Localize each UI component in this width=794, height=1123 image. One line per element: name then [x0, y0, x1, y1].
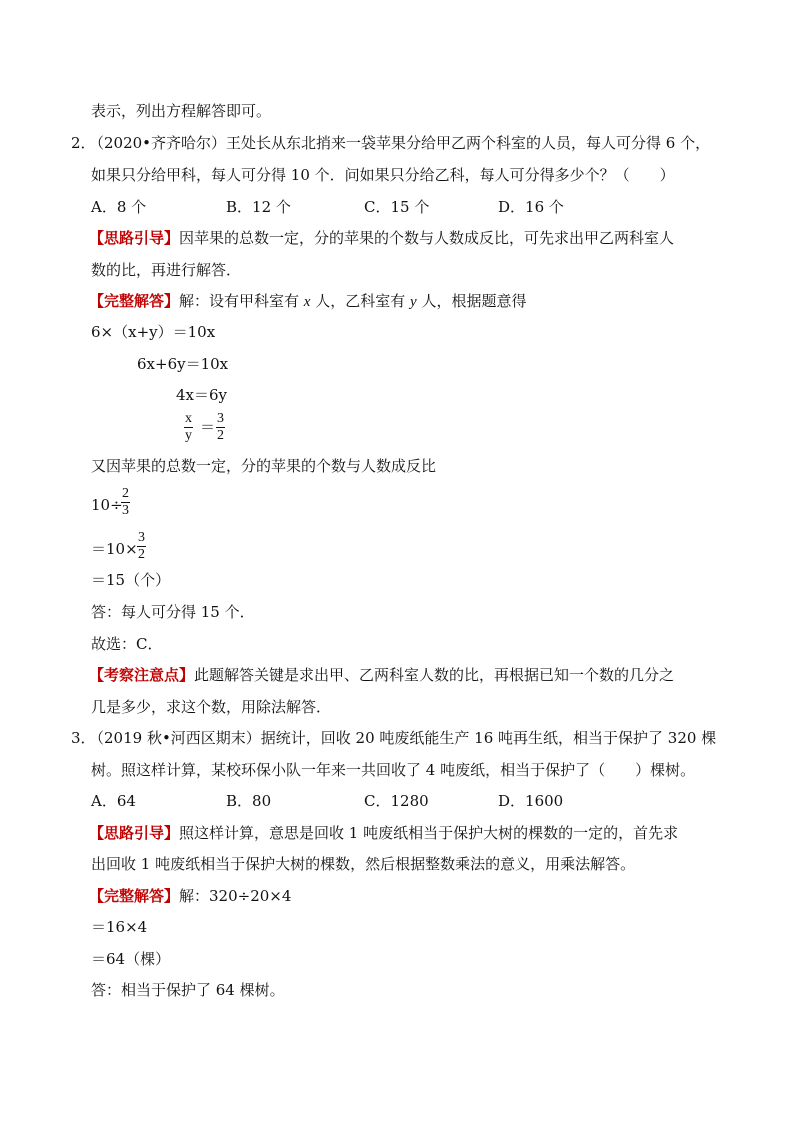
- solution-tag: 【完整解答】: [89, 292, 180, 310]
- fraction-x-over-y: [184, 411, 193, 444]
- option-b: B．12 个: [226, 198, 291, 216]
- fraction-3-over-2: [216, 411, 225, 444]
- text-line: 表示，列出方程解答即可。: [91, 102, 272, 120]
- calc-line: ＝64（棵）: [91, 950, 171, 968]
- equation-1: 6×（x+y）＝10x: [91, 323, 216, 341]
- note-line: [89, 666, 674, 684]
- numerator: 3: [138, 530, 145, 545]
- hint-line: [89, 824, 678, 842]
- denominator: 3: [122, 503, 129, 518]
- calc-line: ＝16×4: [91, 918, 148, 936]
- calc-line-3: ＝15（个）: [91, 571, 171, 589]
- solution-text: 解：设有甲科室有: [179, 292, 304, 310]
- hint-text: 因苹果的总数一定，分的苹果的个数与人数成反比，可先求出甲乙两科室人: [179, 229, 675, 247]
- hint-text: 照这样计算，意思是回收 1 吨废纸相当于保护大树的棵数的一定的，首先求: [179, 824, 679, 842]
- option-d: D．16 个: [498, 198, 564, 216]
- choice-line: 故选：C．: [91, 635, 163, 653]
- question-text: 树。照这样计算，某校环保小队一年来一共回收了 4 吨废纸，相当于保护了（ ）棵树。: [91, 761, 696, 779]
- option-a: A．8 个: [91, 198, 147, 216]
- equation-2: 6x+6y＝10x: [137, 355, 229, 373]
- note-text: 此题解答关键是求出甲、乙两科室人数的比，再根据已知一个数的几分之: [194, 666, 675, 684]
- question-number: 2．: [71, 134, 96, 152]
- denominator: 2: [138, 547, 145, 562]
- var-y: y: [410, 294, 417, 310]
- solution-text: 人，乙科室有: [310, 292, 411, 310]
- note-tag: 【考察注意点】: [89, 666, 195, 684]
- solution-line: [89, 292, 526, 311]
- fraction-3-over-2: [137, 530, 146, 563]
- option-c: C．15 个: [364, 198, 430, 216]
- equation-3: 4x＝6y: [176, 386, 228, 404]
- numerator: 3: [217, 411, 224, 426]
- option-d: D．1600: [498, 792, 564, 810]
- numerator: x: [185, 411, 192, 426]
- equals-sign: ＝: [200, 418, 216, 436]
- hint-text: 出回收 1 吨废纸相当于保护大树的棵数，然后根据整数乘法的意义，用乘法解答。: [91, 855, 636, 873]
- question-text: 如果只分给甲科，每人可分得 10 个．问如果只分给乙科，每人可分得多少个？（ ）: [91, 166, 675, 184]
- answer-line: 答：每人可分得 15 个．: [91, 603, 255, 621]
- question-text: （2020•齐齐哈尔）王处长从东北捎来一袋苹果分给甲乙两个科室的人员，每人可分得 6 个，: [89, 134, 711, 152]
- denominator: 2: [217, 428, 224, 443]
- question-text: （2019 秋•河西区期末）据统计，回收 20 吨废纸能生产 16 吨再生纸，相当于保护了 320 棵: [89, 729, 717, 747]
- denominator: y: [185, 428, 192, 443]
- hint-tag: 【思路引导】: [89, 229, 180, 247]
- calc-line-2: ＝10×: [91, 540, 138, 558]
- question-number: 3．: [71, 729, 96, 747]
- hint-line: [89, 229, 674, 247]
- solution-text: 人，根据题意得: [416, 292, 527, 310]
- solution-line: [89, 887, 291, 905]
- note-text: 几是多少，求这个数，用除法解答．: [91, 698, 332, 716]
- hint-tag: 【思路引导】: [89, 824, 180, 842]
- solution-text: 解：320÷20×4: [179, 887, 292, 905]
- hint-text: 数的比，再进行解答．: [91, 261, 242, 279]
- fraction-2-over-3: [121, 486, 130, 519]
- text-line: 又因苹果的总数一定，分的苹果的个数与人数成反比: [91, 457, 437, 475]
- option-c: C．1280: [364, 792, 429, 810]
- option-b: B．80: [226, 792, 272, 810]
- var-x: x: [303, 294, 311, 310]
- numerator: 2: [122, 486, 129, 501]
- option-a: A．64: [91, 792, 136, 810]
- answer-line: 答：相当于保护了 64 棵树。: [91, 981, 285, 999]
- solution-tag: 【完整解答】: [89, 887, 180, 905]
- calc-line-1: 10÷: [91, 496, 123, 514]
